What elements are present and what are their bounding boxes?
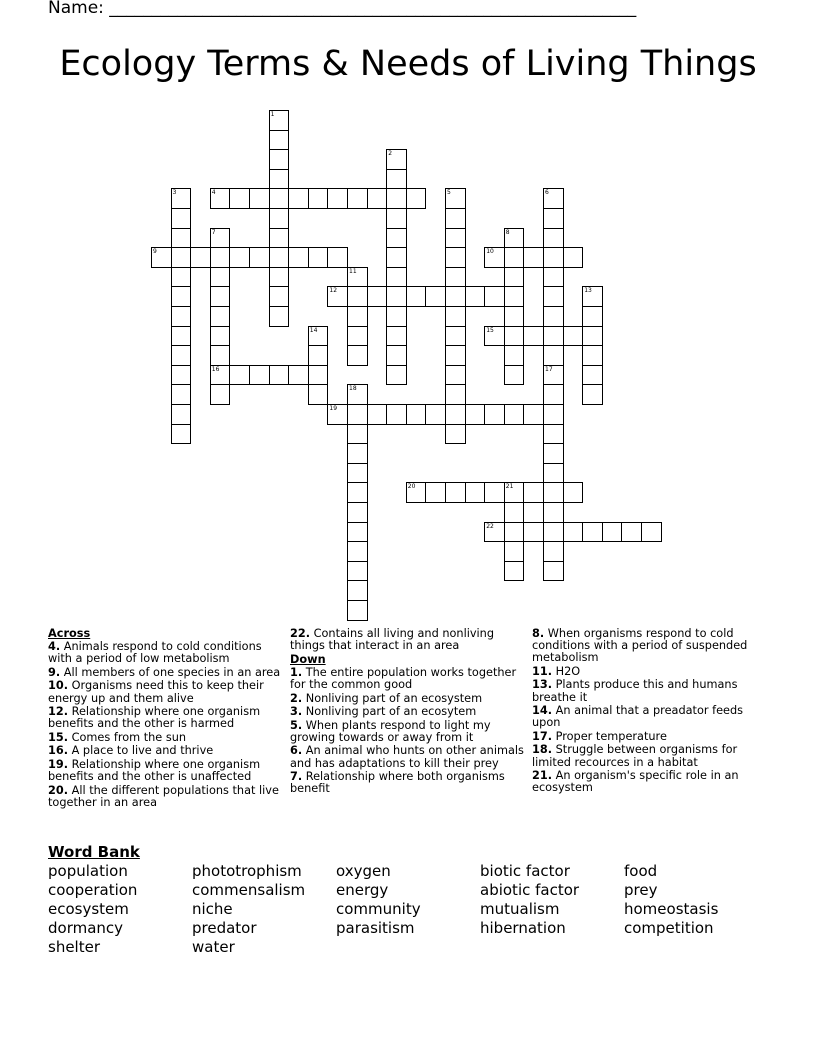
grid-cell[interactable] [543,404,564,425]
grid-cell[interactable] [504,345,525,366]
clue-column-1 [48,628,283,810]
grid-cell[interactable] [347,404,368,425]
grid-cell[interactable] [582,384,603,405]
grid-clue-number: 15 [486,326,494,334]
grid-cell[interactable] [347,502,368,523]
clue-down-18: 18. Struggle between organisms for limited recources in a habitat [532,743,738,769]
grid-cell[interactable] [543,247,564,268]
grid-cell[interactable] [621,522,642,543]
grid-clue-number: 13 [584,287,592,295]
grid-cell[interactable] [171,404,192,425]
grid-cell[interactable] [269,306,290,327]
grid-cell[interactable] [602,522,623,543]
word-bank-word: biotic factor [480,862,570,880]
grid-cell[interactable] [347,482,368,503]
grid-cell[interactable] [445,384,466,405]
clue-down-13: 13. Plants produce this and humans breathe it [532,678,738,704]
grid-cell[interactable] [171,345,192,366]
clue-down-8: 8. When organisms respond to cold conditions with a period of suspended metabolism [532,627,748,665]
grid-cell[interactable] [327,188,348,209]
grid-cell[interactable] [210,326,231,347]
grid-cell[interactable] [563,326,584,347]
grid-cell[interactable] [210,384,231,405]
grid-clue-number: 4 [211,189,216,197]
grid-cell[interactable] [269,247,290,268]
grid-cell[interactable] [210,247,231,268]
grid-cell[interactable] [504,267,525,288]
grid-cell[interactable] [445,326,466,347]
grid-cell[interactable] [347,522,368,543]
grid-cell[interactable] [484,404,505,425]
grid-cell[interactable] [308,247,329,268]
grid-cell[interactable] [445,267,466,288]
grid-cell[interactable] [347,443,368,464]
clue-across-15: 15. Comes from the sun [48,730,187,744]
clue-across-19: 19. Relationship where one organism benefits and the other is unaffected [48,757,261,784]
word-bank-word: community [336,900,421,918]
grid-cell[interactable] [465,404,486,425]
grid-cell[interactable] [563,482,584,503]
grid-cell[interactable] [445,306,466,327]
grid-cell[interactable] [484,482,505,503]
grid-cell[interactable] [504,502,525,523]
grid-cell[interactable] [308,384,329,405]
clue-across-20: 20. All the different populations that live together in an area [48,783,279,809]
grid-cell[interactable] [347,561,368,582]
clue-down-2: 2. Nonliving part of an ecosystem [290,691,483,705]
grid-clue-number: 3 [172,189,177,197]
grid-cell[interactable] [406,286,427,307]
grid-cell[interactable] [543,208,564,229]
clue-column-3 [532,628,767,796]
grid-cell[interactable] [308,365,329,386]
grid-cell[interactable] [171,384,192,405]
grid-cell[interactable] [171,228,192,249]
grid-cell[interactable] [504,541,525,562]
down-header: Down [290,652,326,666]
across-header: Across [48,627,91,640]
grid-cell[interactable] [367,404,388,425]
grid-cell[interactable] [504,365,525,386]
grid-cell[interactable] [386,326,407,347]
grid-cell[interactable] [386,169,407,190]
grid-cell[interactable] [347,306,368,327]
word-bank-word: abiotic factor [480,881,580,899]
word-bank-word: predator [192,919,257,937]
grid-cell[interactable] [386,208,407,229]
grid-cell[interactable] [543,228,564,249]
clue-across-16: 16. A place to live and thrive [48,744,214,758]
word-bank-word: cooperation [48,881,138,899]
grid-cell[interactable] [543,482,564,503]
grid-cell[interactable] [425,482,446,503]
grid-cell[interactable] [171,424,192,445]
grid-cell[interactable] [347,188,368,209]
grid-cell[interactable] [386,247,407,268]
word-bank-word: energy [336,881,389,899]
grid-cell[interactable] [543,326,564,347]
grid-cell[interactable] [504,286,525,307]
grid-cell[interactable] [210,267,231,288]
grid-cell[interactable] [347,580,368,601]
grid-cell[interactable] [367,188,388,209]
grid-cell[interactable] [386,188,407,209]
grid-cell[interactable] [269,208,290,229]
clue-down-17: 17. Proper temperature [532,729,667,743]
grid-cell[interactable] [249,247,270,268]
clue-down-6: 6. An animal who hunts on other animals and has adaptations to kill their prey [290,744,524,770]
grid-cell[interactable] [249,365,270,386]
grid-cell[interactable] [445,286,466,307]
grid-cell[interactable] [386,404,407,425]
grid-cell[interactable] [484,286,505,307]
grid-cell[interactable] [543,561,564,582]
grid-cell[interactable] [543,384,564,405]
grid-cell[interactable] [386,365,407,386]
grid-cell[interactable] [367,286,388,307]
grid-clue-number: 6 [545,189,549,197]
grid-cell[interactable] [582,365,603,386]
grid-cell[interactable] [582,522,603,543]
clue-down-1: 1. The entire population works together for the common good [290,665,517,692]
word-bank-word: food [624,862,658,880]
grid-clue-number: 18 [349,385,357,393]
grid-cell[interactable] [171,247,192,268]
grid-cell[interactable] [543,286,564,307]
grid-cell[interactable] [504,326,525,347]
grid-cell[interactable] [288,365,309,386]
grid-cell[interactable] [308,188,329,209]
grid-cell[interactable] [543,541,564,562]
grid-cell[interactable] [445,482,466,503]
grid-clue-number: 12 [329,287,338,295]
grid-cell[interactable] [269,130,290,151]
word-bank-word: prey [624,881,658,899]
grid-clue-number: 7 [211,228,216,236]
grid-cell[interactable] [445,424,466,445]
grid-cell[interactable] [386,267,407,288]
word-bank-word: mutualism [480,900,560,918]
grid-cell[interactable] [190,247,211,268]
grid-cell[interactable] [347,600,368,621]
grid-cell[interactable] [210,306,231,327]
clue-across-9: 9. All members of one species in an area [48,665,281,679]
grid-cell[interactable] [347,424,368,445]
grid-cell[interactable] [210,345,231,366]
grid-cell[interactable] [229,188,250,209]
grid-cell[interactable] [269,149,290,170]
grid-cell[interactable] [269,228,290,249]
word-bank-word: water [192,938,235,956]
clue-across-22: 22. Contains all living and nonliving things that interact in an area [290,627,495,653]
clue-across-4: 4. Animals respond to cold conditions with a period of low metabolism [48,640,262,666]
grid-cell[interactable] [504,404,525,425]
grid-clue-number: 17 [545,365,553,373]
grid-cell[interactable] [465,286,486,307]
grid-cell[interactable] [347,326,368,347]
grid-cell[interactable] [543,443,564,464]
grid-cell[interactable] [269,365,290,386]
word-bank-word: shelter [48,938,100,956]
grid-cell[interactable] [171,286,192,307]
grid-cell[interactable] [269,267,290,288]
grid-clue-number: 11 [349,267,357,275]
grid-clue-number: 8 [505,228,510,236]
grid-cell[interactable] [171,326,192,347]
word-bank-title: Word Bank [48,843,140,861]
grid-cell[interactable] [465,482,486,503]
word-bank-word: oxygen [336,862,391,880]
grid-clue-number: 21 [505,483,514,491]
grid-cell[interactable] [406,404,427,425]
clue-down-7: 7. Relationship where both organisms benefit [290,770,505,796]
grid-cell[interactable] [171,267,192,288]
clue-down-3: 3. Nonliving part of an ecosytem [290,705,477,719]
grid-clue-number: 10 [486,248,494,256]
page-title: Ecology Terms & Needs of Living Things [59,44,757,84]
clue-across-10: 10. Organisms need this to keep their energy up and them alive [48,679,264,705]
grid-cell[interactable] [523,522,544,543]
grid-cell[interactable] [288,247,309,268]
grid-cell[interactable] [249,188,270,209]
grid-cell[interactable] [523,404,544,425]
word-bank-word: homeostasis [624,900,719,918]
word-bank-word: population [48,862,128,880]
grid-cell[interactable] [504,522,525,543]
word-bank-word: niche [192,900,233,918]
grid-cell[interactable] [445,228,466,249]
word-bank-word: phototrophism [192,862,302,880]
grid-cell[interactable] [504,306,525,327]
grid-cell[interactable] [288,188,309,209]
clue-down-5: 5. When plants respond to light my growing towards or away from it [290,718,491,744]
grid-cell[interactable] [445,365,466,386]
grid-clue-number: 1 [270,111,275,118]
grid-cell[interactable] [543,345,564,366]
grid-cell[interactable] [641,522,662,543]
grid-cell[interactable] [445,404,466,425]
clue-down-11: 11. H2O [532,664,581,678]
grid-cell[interactable] [269,286,290,307]
grid-cell[interactable] [347,463,368,484]
grid-cell[interactable] [582,326,603,347]
word-bank-word: commensalism [192,881,306,899]
grid-clue-number: 20 [407,483,416,491]
clue-down-21: 21. An organism's specific role in an ecosystem [532,769,739,795]
word-bank-word: hibernation [480,919,566,937]
grid-clue-number: 14 [309,326,318,334]
grid-cell[interactable] [563,247,584,268]
word-bank-word: dormancy [48,919,124,937]
grid-clue-number: 22 [486,522,494,530]
grid-cell[interactable] [229,365,250,386]
grid-cell[interactable] [386,345,407,366]
word-bank-word: ecosystem [48,900,129,918]
grid-cell[interactable] [386,228,407,249]
grid-cell[interactable] [504,561,525,582]
word-bank-word: competition [624,919,714,937]
grid-cell[interactable] [308,345,329,366]
word-bank-word: parasitism [336,919,415,937]
grid-cell[interactable] [543,522,564,543]
grid-clue-number: 9 [153,248,157,256]
grid-clue-number: 2 [388,150,393,158]
grid-cell[interactable] [171,208,192,229]
grid-cell[interactable] [543,424,564,445]
grid-cell[interactable] [425,404,446,425]
name-field-label: Name: ______________________________________________________________ [48,0,637,18]
clue-across-12: 12. Relationship where one organism benefits and the other is harmed [48,705,261,731]
grid-cell[interactable] [269,188,290,209]
grid-cell[interactable] [563,522,584,543]
grid-clue-number: 5 [447,189,451,197]
grid-cell[interactable] [445,247,466,268]
grid-cell[interactable] [445,345,466,366]
grid-cell[interactable] [523,247,544,268]
grid-cell[interactable] [425,286,446,307]
grid-cell[interactable] [523,482,544,503]
clue-down-14: 14. An animal that a preadator feeds upon [532,704,744,730]
grid-cell[interactable] [171,365,192,386]
grid-cell[interactable] [523,326,544,347]
grid-cell[interactable] [543,306,564,327]
grid-cell[interactable] [406,188,427,209]
grid-clue-number: 16 [211,365,220,373]
grid-cell[interactable] [269,169,290,190]
grid-cell[interactable] [543,463,564,484]
grid-cell[interactable] [386,306,407,327]
clue-column-2 [290,628,525,797]
grid-clue-number: 19 [329,405,338,412]
grid-cell[interactable] [347,345,368,366]
grid-cell[interactable] [445,208,466,229]
grid-cell[interactable] [582,306,603,327]
grid-cell[interactable] [347,541,368,562]
grid-cell[interactable] [386,286,407,307]
grid-cell[interactable] [327,247,348,268]
grid-cell[interactable] [504,247,525,268]
grid-cell[interactable] [582,345,603,366]
grid-cell[interactable] [210,286,231,307]
grid-cell[interactable] [347,286,368,307]
grid-cell[interactable] [543,502,564,523]
grid-cell[interactable] [543,267,564,288]
grid-cell[interactable] [229,247,250,268]
grid-cell[interactable] [171,306,192,327]
